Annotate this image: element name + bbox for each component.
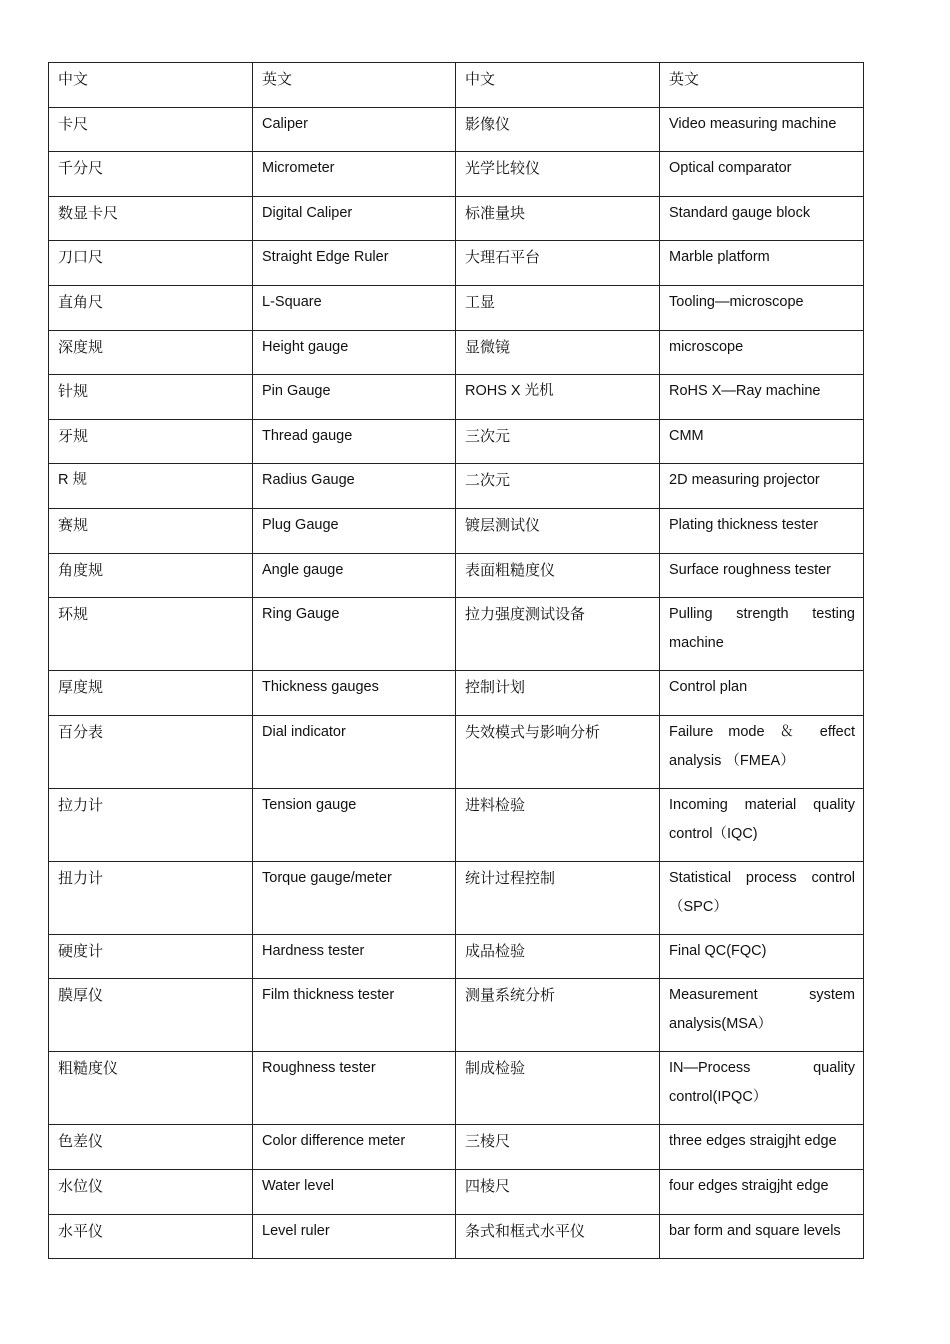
table-cell bbox=[253, 934, 456, 979]
table-cell bbox=[253, 1125, 456, 1170]
table-row bbox=[49, 934, 864, 979]
english-term: Thread gauge bbox=[262, 427, 353, 444]
english-term: Control plan bbox=[669, 679, 748, 696]
table-cell bbox=[49, 553, 253, 598]
chinese-term: 水位仪 bbox=[58, 1176, 104, 1195]
table-cell bbox=[49, 330, 253, 375]
chinese-term: ROHS X 光机 bbox=[465, 383, 554, 400]
english-term: Roughness tester bbox=[262, 1060, 376, 1077]
english-term: Plating thickness tester bbox=[669, 516, 819, 533]
table-cell bbox=[456, 196, 660, 241]
header-label: 英文 bbox=[669, 70, 700, 88]
table-cell bbox=[253, 419, 456, 464]
table-cell bbox=[253, 464, 456, 509]
table-cell bbox=[49, 107, 253, 152]
english-term: IN—Process quality control(IPQC） bbox=[669, 1060, 855, 1106]
table-cell bbox=[456, 598, 660, 671]
english-term: Measurement system analysis(MSA） bbox=[669, 987, 855, 1033]
table-cell bbox=[253, 375, 456, 420]
table-row bbox=[49, 330, 864, 375]
english-term: RoHS X—Ray machine bbox=[669, 383, 821, 400]
english-term: Tooling—microscope bbox=[669, 293, 804, 310]
table-header-row bbox=[49, 63, 864, 108]
table-cell bbox=[49, 598, 253, 671]
english-term: Final QC(FQC) bbox=[669, 942, 767, 959]
table-cell bbox=[456, 934, 660, 979]
table-cell bbox=[660, 861, 864, 934]
table-cell bbox=[456, 1052, 660, 1125]
english-term: Torque gauge/meter bbox=[262, 869, 392, 886]
table-cell bbox=[253, 107, 456, 152]
english-term: Straight Edge Ruler bbox=[262, 249, 389, 266]
table-cell bbox=[49, 464, 253, 509]
table-cell bbox=[456, 1214, 660, 1259]
english-term: Pulling strength testing machine bbox=[669, 606, 855, 652]
english-term: L-Square bbox=[262, 293, 322, 310]
table-cell bbox=[660, 375, 864, 420]
header-cell-chinese-1 bbox=[49, 63, 253, 108]
table-cell bbox=[49, 375, 253, 420]
header-label: 英文 bbox=[262, 70, 293, 88]
chinese-term: 失效模式与影响分析 bbox=[465, 722, 601, 741]
table-cell bbox=[253, 1169, 456, 1214]
english-term: Color difference meter bbox=[262, 1133, 406, 1150]
chinese-term: 成品检验 bbox=[465, 941, 526, 960]
table-cell bbox=[456, 715, 660, 788]
chinese-term: 大理石平台 bbox=[465, 248, 541, 267]
table-cell bbox=[49, 1125, 253, 1170]
chinese-term: 针规 bbox=[58, 382, 89, 401]
table-row bbox=[49, 788, 864, 861]
chinese-term: 卡尺 bbox=[58, 114, 89, 133]
table-cell bbox=[253, 715, 456, 788]
header-cell-english-2 bbox=[660, 63, 864, 108]
english-term: Pin Gauge bbox=[262, 383, 331, 400]
table-cell bbox=[660, 241, 864, 286]
table-cell bbox=[660, 934, 864, 979]
table-cell bbox=[456, 1125, 660, 1170]
table-cell bbox=[660, 330, 864, 375]
english-term: Water level bbox=[262, 1177, 334, 1194]
table-cell bbox=[660, 464, 864, 509]
chinese-term: 二次元 bbox=[465, 471, 511, 490]
english-term: Dial indicator bbox=[262, 723, 346, 740]
table-cell bbox=[456, 979, 660, 1052]
table-cell bbox=[253, 330, 456, 375]
chinese-term: 水平仪 bbox=[58, 1221, 104, 1240]
glossary-table bbox=[48, 62, 864, 1259]
chinese-term: 表面粗糙度仪 bbox=[465, 560, 556, 579]
table-cell bbox=[253, 152, 456, 197]
english-term: Tension gauge bbox=[262, 796, 357, 813]
english-term: four edges straigjht edge bbox=[669, 1177, 829, 1194]
table-body bbox=[49, 63, 864, 1259]
table-cell bbox=[49, 1169, 253, 1214]
chinese-term: 三棱尺 bbox=[465, 1132, 511, 1151]
chinese-term: 刀口尺 bbox=[58, 248, 104, 267]
table-row bbox=[49, 464, 864, 509]
table-cell bbox=[660, 508, 864, 553]
table-cell bbox=[660, 285, 864, 330]
table-cell bbox=[253, 598, 456, 671]
table-row bbox=[49, 715, 864, 788]
table-row bbox=[49, 285, 864, 330]
table-cell bbox=[253, 196, 456, 241]
table-cell bbox=[253, 671, 456, 716]
table-cell bbox=[49, 508, 253, 553]
table-cell bbox=[456, 285, 660, 330]
english-term: Surface roughness tester bbox=[669, 561, 832, 578]
table-cell bbox=[456, 330, 660, 375]
table-cell bbox=[253, 508, 456, 553]
table-cell bbox=[660, 979, 864, 1052]
table-cell bbox=[456, 553, 660, 598]
table-cell bbox=[660, 1052, 864, 1125]
chinese-term: 硬度计 bbox=[58, 941, 104, 960]
table-cell bbox=[456, 152, 660, 197]
table-cell bbox=[660, 196, 864, 241]
chinese-term: 赛规 bbox=[58, 515, 89, 534]
table-cell bbox=[49, 788, 253, 861]
chinese-term: 四棱尺 bbox=[465, 1176, 511, 1195]
english-term: 2D measuring projector bbox=[669, 472, 820, 489]
table-cell bbox=[660, 553, 864, 598]
table-cell bbox=[49, 934, 253, 979]
english-term: Marble platform bbox=[669, 249, 770, 266]
english-term: Plug Gauge bbox=[262, 516, 339, 533]
english-term: Angle gauge bbox=[262, 561, 344, 578]
header-cell-english-1 bbox=[253, 63, 456, 108]
chinese-term: 百分表 bbox=[58, 722, 104, 741]
chinese-term: 牙规 bbox=[58, 426, 89, 445]
english-term: Standard gauge block bbox=[669, 204, 811, 221]
header-label: 中文 bbox=[465, 70, 496, 88]
table-cell bbox=[253, 979, 456, 1052]
chinese-term: 控制计划 bbox=[465, 678, 526, 697]
english-term: Incoming material quality control（IQC) bbox=[669, 796, 855, 842]
table-cell bbox=[49, 419, 253, 464]
table-cell bbox=[660, 152, 864, 197]
english-term: Height gauge bbox=[262, 338, 349, 355]
table-cell bbox=[253, 861, 456, 934]
table-cell bbox=[49, 1214, 253, 1259]
table-cell bbox=[456, 419, 660, 464]
table-cell bbox=[49, 1052, 253, 1125]
chinese-term: 显微镜 bbox=[465, 337, 511, 356]
english-term: Micrometer bbox=[262, 160, 335, 177]
english-term: Hardness tester bbox=[262, 942, 365, 959]
english-term: bar form and square levels bbox=[669, 1222, 841, 1239]
table-cell bbox=[49, 979, 253, 1052]
chinese-term: 工显 bbox=[465, 292, 496, 311]
table-cell bbox=[660, 715, 864, 788]
english-term: Digital Caliper bbox=[262, 204, 353, 221]
english-term: Caliper bbox=[262, 115, 308, 132]
table-row bbox=[49, 671, 864, 716]
table-cell bbox=[660, 1214, 864, 1259]
table-row bbox=[49, 861, 864, 934]
header-cell-chinese-2 bbox=[456, 63, 660, 108]
english-term: Video measuring machine bbox=[669, 115, 837, 132]
table-cell bbox=[253, 788, 456, 861]
table-cell bbox=[660, 788, 864, 861]
chinese-term: R 规 bbox=[58, 472, 87, 489]
chinese-term: 光学比较仪 bbox=[465, 159, 541, 178]
english-term: CMM bbox=[669, 427, 704, 444]
table-cell bbox=[49, 861, 253, 934]
chinese-term: 千分尺 bbox=[58, 159, 104, 178]
table-cell bbox=[253, 241, 456, 286]
chinese-term: 测量系统分析 bbox=[465, 986, 556, 1005]
chinese-term: 标准量块 bbox=[465, 203, 526, 222]
table-cell bbox=[456, 788, 660, 861]
english-term: Radius Gauge bbox=[262, 472, 355, 489]
chinese-term: 进料检验 bbox=[465, 795, 526, 814]
english-term: Level ruler bbox=[262, 1222, 330, 1239]
table-row bbox=[49, 1214, 864, 1259]
table-row bbox=[49, 1125, 864, 1170]
chinese-term: 拉力计 bbox=[58, 795, 104, 814]
table-row bbox=[49, 152, 864, 197]
table-row bbox=[49, 598, 864, 671]
chinese-term: 厚度规 bbox=[58, 678, 104, 697]
table-row bbox=[49, 107, 864, 152]
table-cell bbox=[660, 598, 864, 671]
header-label: 中文 bbox=[58, 70, 89, 88]
table-cell bbox=[49, 285, 253, 330]
table-row bbox=[49, 419, 864, 464]
english-term: Thickness gauges bbox=[262, 679, 379, 696]
table-row bbox=[49, 375, 864, 420]
chinese-term: 拉力强度测试设备 bbox=[465, 605, 586, 624]
table-cell bbox=[660, 107, 864, 152]
english-term: three edges straigjht edge bbox=[669, 1133, 837, 1150]
table-cell bbox=[660, 1125, 864, 1170]
table-cell bbox=[253, 1214, 456, 1259]
table-cell bbox=[456, 671, 660, 716]
english-term: Ring Gauge bbox=[262, 606, 340, 623]
table-cell bbox=[456, 508, 660, 553]
chinese-term: 膜厚仪 bbox=[58, 986, 104, 1005]
english-term: Optical comparator bbox=[669, 160, 792, 177]
chinese-term: 统计过程控制 bbox=[465, 868, 556, 887]
chinese-term: 制成检验 bbox=[465, 1059, 526, 1078]
table-row bbox=[49, 1052, 864, 1125]
table-cell bbox=[49, 241, 253, 286]
english-term: Statistical process control（SPC） bbox=[669, 869, 855, 915]
chinese-term: 深度规 bbox=[58, 337, 104, 356]
table-cell bbox=[49, 196, 253, 241]
english-term: Film thickness tester bbox=[262, 987, 395, 1004]
chinese-term: 扭力计 bbox=[58, 868, 104, 887]
chinese-term: 三次元 bbox=[465, 426, 511, 445]
table-cell bbox=[456, 241, 660, 286]
chinese-term: 镀层测试仪 bbox=[465, 515, 541, 534]
table-row bbox=[49, 241, 864, 286]
english-term: microscope bbox=[669, 338, 744, 355]
table-row bbox=[49, 196, 864, 241]
table-cell bbox=[660, 671, 864, 716]
chinese-term: 直角尺 bbox=[58, 292, 104, 311]
table-cell bbox=[456, 375, 660, 420]
english-term: Failure mode ＆ effect analysis （FMEA） bbox=[669, 723, 855, 769]
chinese-term: 影像仪 bbox=[465, 114, 511, 133]
chinese-term: 色差仪 bbox=[58, 1132, 104, 1151]
table-cell bbox=[49, 671, 253, 716]
table-cell bbox=[456, 464, 660, 509]
table-cell bbox=[456, 1169, 660, 1214]
table-row bbox=[49, 508, 864, 553]
table-cell bbox=[456, 107, 660, 152]
table-cell bbox=[49, 152, 253, 197]
chinese-term: 数显卡尺 bbox=[58, 203, 119, 222]
table-cell bbox=[660, 419, 864, 464]
table-cell bbox=[253, 285, 456, 330]
table-cell bbox=[253, 553, 456, 598]
table-row bbox=[49, 979, 864, 1052]
chinese-term: 环规 bbox=[58, 605, 89, 624]
table-cell bbox=[660, 1169, 864, 1214]
table-row bbox=[49, 1169, 864, 1214]
chinese-term: 粗糙度仪 bbox=[58, 1059, 119, 1078]
table-cell bbox=[253, 1052, 456, 1125]
table-cell bbox=[49, 715, 253, 788]
chinese-term: 条式和框式水平仪 bbox=[465, 1221, 586, 1240]
table-row bbox=[49, 553, 864, 598]
table-cell bbox=[456, 861, 660, 934]
chinese-term: 角度规 bbox=[58, 560, 104, 579]
